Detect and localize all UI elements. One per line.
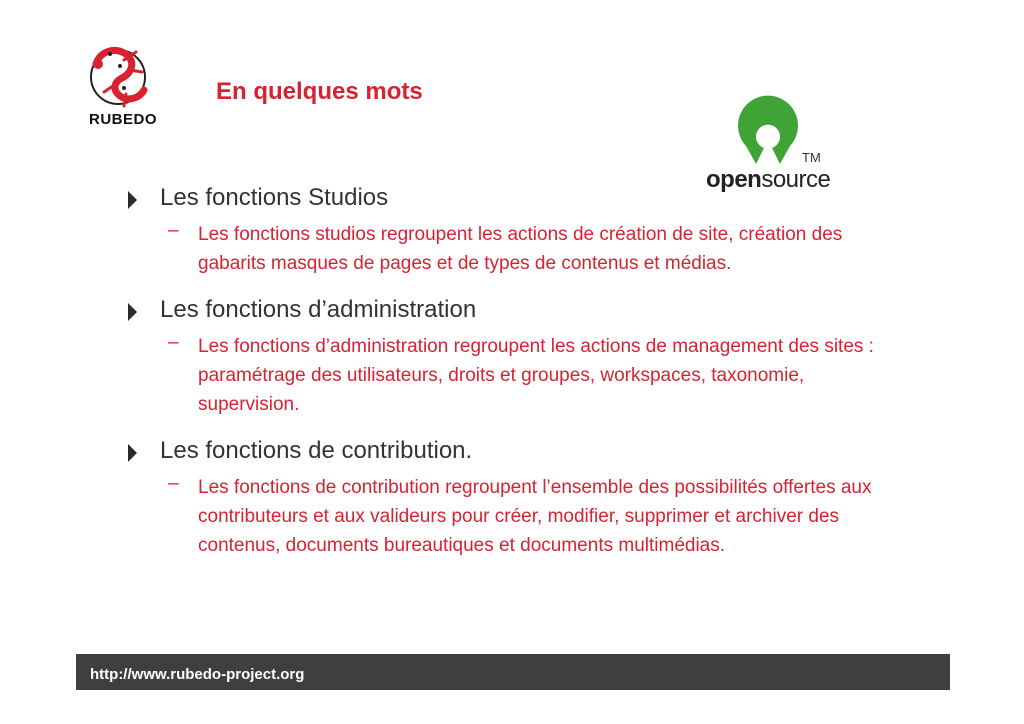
bullet-item [120,433,920,560]
dash-marker: – [168,473,179,494]
sub-item-text: Les fonctions d’administration regroupent les actions de management des sites : paramétrage des utilisateurs, droits et groupes, workspaces, taxonomie, supervision. [198,336,874,415]
open-source-keyhole-icon [728,90,808,168]
bullet-item [120,180,920,278]
bullet-title: Les fonctions Studios [160,184,389,211]
bullet-arrow-icon [128,303,137,321]
bullet-title: Les fonctions d’administration [160,296,477,323]
trademark-symbol: TM [802,150,821,165]
footer-bar [76,654,950,690]
bullet-title: Les fonctions de contribution. [160,437,473,464]
dash-marker: – [168,220,179,241]
slide-title: En quelques mots [216,78,423,105]
rubedo-logo [84,44,162,134]
salamander-icon [84,44,162,114]
sub-item-text: Les fonctions studios regroupent les actions de création de site, création des gabarits masques de pages et de types de contenus et médias. [198,224,843,274]
logo-text: RUBEDO [88,111,157,128]
footer-url[interactable]: http://www.rubedo-project.org [90,666,305,683]
bullet-item [120,292,920,419]
bullet-arrow-icon [128,191,137,209]
sub-item [168,473,888,560]
sub-item [168,220,888,278]
open-word: open [706,166,762,193]
source-word: source [761,166,831,193]
sub-item-text: Les fonctions de contribution regroupent l’ensemble des possibilités offertes aux contributeurs et aux valideurs pour créer, modifier, supprimer et archiver des contenus, documents bureautiques et documents multimédias. [198,477,872,556]
bullet-arrow-icon [128,444,137,462]
dash-marker: – [168,332,179,353]
sub-item [168,332,888,419]
bullet-list [120,180,920,560]
